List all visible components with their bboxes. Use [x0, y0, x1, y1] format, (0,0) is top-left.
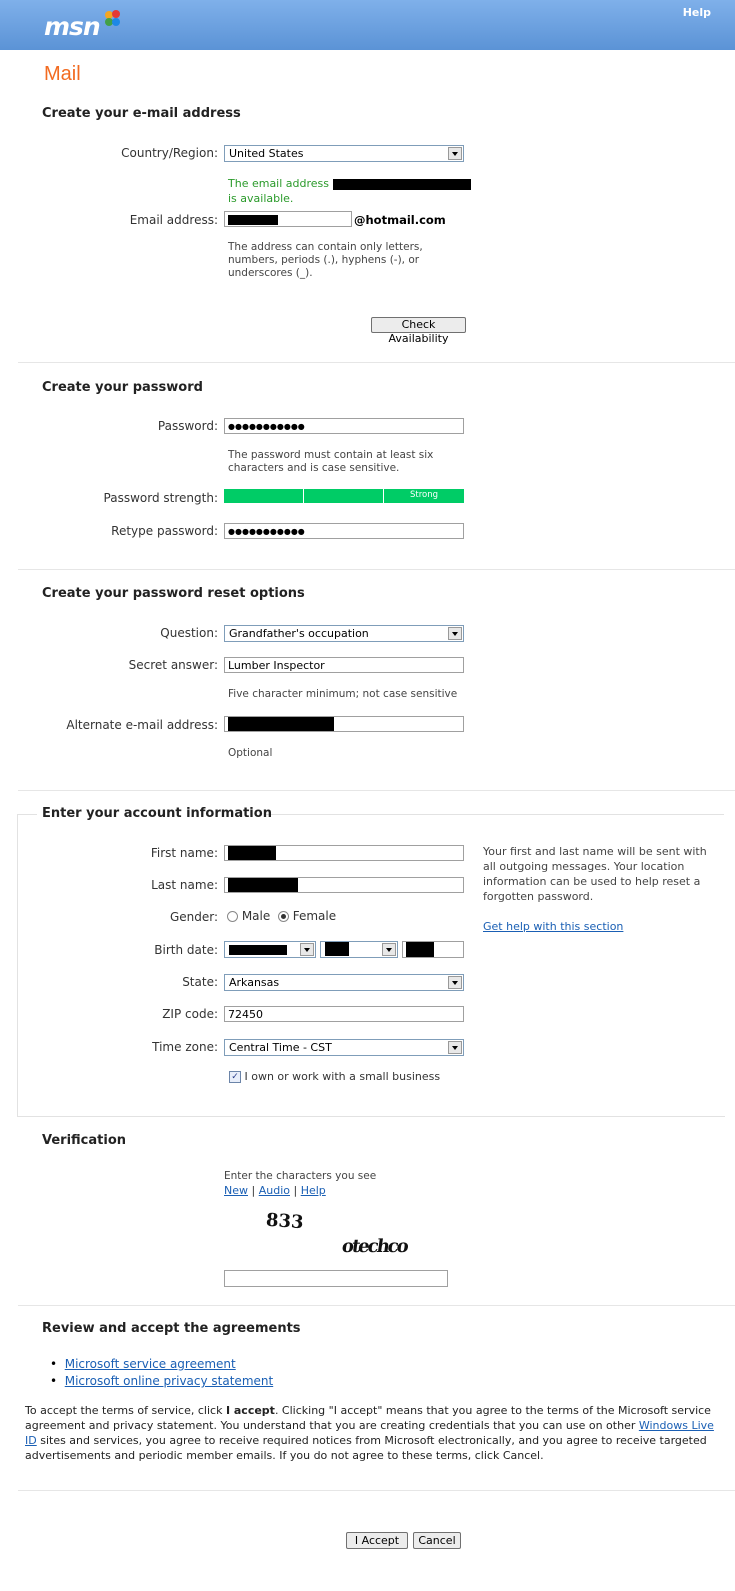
msn-logo[interactable]: msn: [44, 12, 100, 41]
chevron-down-icon: [382, 943, 396, 956]
time-zone-select[interactable]: Central Time - CST: [224, 1039, 464, 1056]
separator: |: [293, 1184, 298, 1197]
reset-section-title: Create your password reset options: [42, 586, 305, 601]
last-name-label: Last name:: [151, 878, 218, 892]
strength-value: Strong: [410, 490, 439, 500]
small-business-row: [229, 1070, 440, 1083]
first-name-label: First name:: [150, 846, 218, 860]
zip-code-input[interactable]: 72450: [224, 1006, 464, 1022]
birth-date-label: Birth date:: [154, 943, 218, 957]
gender-male-label: Male: [241, 909, 271, 923]
gender-female-radio[interactable]: [278, 911, 289, 922]
captcha-text-2: otechco: [340, 1236, 409, 1257]
email-note: The address can contain only letters, numbers, periods (.), hyphens (-), or underscores (_).: [228, 241, 423, 279]
small-business-checkbox[interactable]: ✓: [229, 1071, 241, 1083]
divider: [18, 1305, 735, 1306]
alternate-email-note: Optional: [228, 747, 273, 759]
secret-answer-note: Five character minimum; not case sensitive: [228, 688, 458, 700]
divider: [18, 362, 735, 363]
email-section-title: Create your e-mail address: [42, 106, 241, 121]
time-zone-label: Time zone:: [152, 1040, 218, 1054]
gender-female-label: Female: [292, 909, 337, 923]
email-label: Email address:: [129, 213, 218, 227]
password-strength-label: Password strength:: [103, 491, 218, 505]
secret-answer-input[interactable]: Lumber Inspector: [224, 657, 464, 673]
birth-month-select[interactable]: [224, 941, 316, 958]
password-note: The password must contain at least six characters and is case sensitive.: [228, 449, 434, 474]
captcha-links: [224, 1184, 326, 1197]
help-link[interactable]: Help: [682, 6, 711, 19]
verification-title: Verification: [42, 1133, 127, 1148]
accept-button[interactable]: I Accept: [346, 1532, 408, 1549]
redacted-email: [333, 179, 471, 190]
captcha-prompt: Enter the characters you see: [224, 1170, 377, 1182]
email-input[interactable]: [224, 211, 352, 227]
alternate-email-label: Alternate e-mail address:: [66, 718, 218, 732]
account-section-title: Enter your account information: [42, 806, 272, 821]
terms-text: To accept the terms of service, click I accept. Clicking "I accept" means that you agree to the terms of the Microsoft service agreement and privacy statement. You understand that you are creating credentials that you can use on other Windows Live ID sites and services, you agree to receive required notices from Microsoft electronically, and you agree to receive targeted advertisements and periodic member emails. If you do not agree to these terms, click Cancel.: [25, 1404, 714, 1462]
divider: [18, 569, 735, 570]
password-strength-meter: [224, 489, 464, 503]
password-input[interactable]: ●●●●●●●●●●●: [224, 418, 464, 434]
birth-year-input[interactable]: [402, 941, 464, 958]
country-select[interactable]: United States: [224, 145, 464, 162]
gender-options: [227, 909, 336, 923]
password-section-title: Create your password: [42, 380, 203, 395]
country-label: Country/Region:: [121, 146, 218, 160]
birth-day-select[interactable]: [320, 941, 398, 958]
alternate-email-input[interactable]: [224, 716, 464, 732]
availability-message: The email address is available.: [228, 176, 471, 206]
gender-label: Gender:: [169, 910, 218, 924]
state-select[interactable]: Arkansas: [224, 974, 464, 991]
service-agreement-link[interactable]: Microsoft service agreement: [64, 1357, 236, 1371]
retype-password-label: Retype password:: [111, 524, 218, 538]
small-business-label: I own or work with a small business: [244, 1070, 441, 1083]
box-top-left: [17, 814, 37, 815]
agreements-title: Review and accept the agreements: [42, 1321, 301, 1336]
divider: [18, 790, 735, 791]
chevron-down-icon: [448, 976, 462, 989]
chevron-down-icon: [448, 627, 462, 640]
captcha-audio-link[interactable]: Audio: [258, 1184, 290, 1197]
check-availability-button[interactable]: Check Availability: [371, 317, 466, 333]
separator: |: [251, 1184, 256, 1197]
captcha-help-link[interactable]: Help: [300, 1184, 326, 1197]
zip-code-label: ZIP code:: [162, 1007, 218, 1021]
captcha-new-link[interactable]: New: [224, 1184, 248, 1197]
question-label: Question:: [160, 626, 218, 640]
state-label: State:: [182, 975, 218, 989]
page-title: Mail: [44, 63, 81, 85]
gender-male-radio[interactable]: [227, 911, 238, 922]
divider: [18, 1490, 735, 1491]
retype-password-input[interactable]: ●●●●●●●●●●●: [224, 523, 464, 539]
captcha-text-1: 833: [265, 1209, 305, 1234]
captcha-input[interactable]: [224, 1270, 448, 1287]
box-top-right: [264, 814, 724, 815]
account-help-link[interactable]: Get help with this section: [483, 920, 624, 933]
first-name-input[interactable]: [224, 845, 464, 861]
chevron-down-icon: [448, 147, 462, 160]
account-side-note: Your first and last name will be sent with all outgoing messages. Your location information can be used to help reset a forgotten password.: [483, 845, 707, 903]
cancel-button[interactable]: Cancel: [413, 1532, 461, 1549]
secret-answer-label: Secret answer:: [128, 658, 218, 672]
email-domain: @hotmail.com: [354, 213, 446, 227]
question-select[interactable]: Grandfather's occupation: [224, 625, 464, 642]
chevron-down-icon: [448, 1041, 462, 1054]
chevron-down-icon: [300, 943, 314, 956]
windows-live-id-link[interactable]: Windows Live ID: [25, 1419, 714, 1447]
last-name-input[interactable]: [224, 877, 464, 893]
msn-butterfly-icon: [104, 10, 122, 28]
privacy-statement-link[interactable]: Microsoft online privacy statement: [64, 1374, 274, 1388]
password-label: Password:: [157, 419, 218, 433]
agreement-links: • Microsoft service agreement • Microsoft online privacy statement: [50, 1357, 274, 1388]
